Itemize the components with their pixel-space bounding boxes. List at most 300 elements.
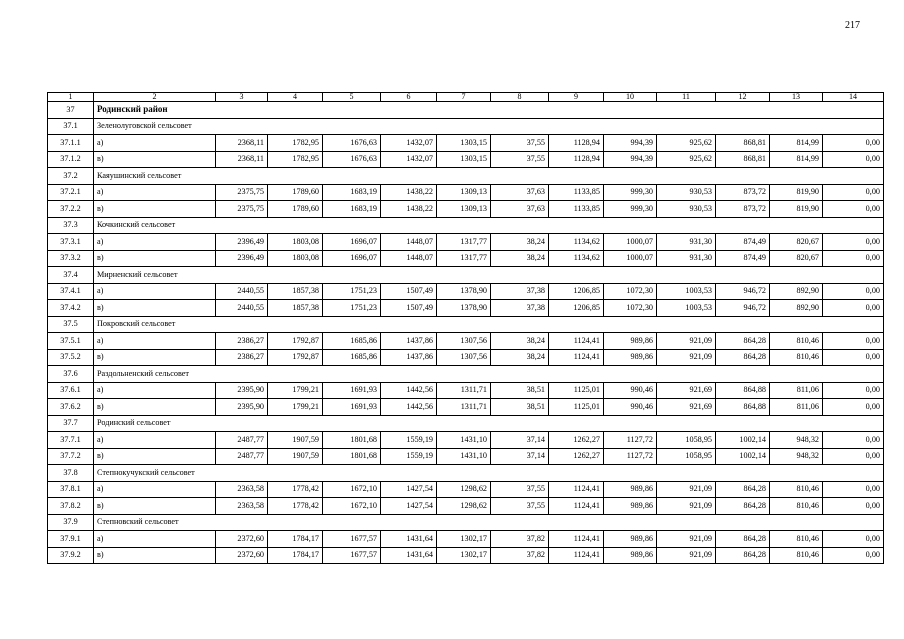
row-code: 37.3.1 xyxy=(48,234,94,251)
value-cell: 1124,41 xyxy=(549,481,604,498)
value-cell: 1309,13 xyxy=(437,184,491,201)
value-cell: 1685,86 xyxy=(323,349,381,366)
column-number-cell: 4 xyxy=(268,93,323,102)
value-cell: 2375,75 xyxy=(216,184,268,201)
value-cell: 925,62 xyxy=(657,135,716,152)
value-cell: 2440,55 xyxy=(216,283,268,300)
value-cell: 1907,59 xyxy=(268,448,323,465)
value-cell: 811,06 xyxy=(770,382,823,399)
value-cell: 1857,38 xyxy=(268,283,323,300)
table-row xyxy=(48,333,884,350)
row-code: 37.5.2 xyxy=(48,349,94,366)
value-cell: 1751,23 xyxy=(323,300,381,317)
row-label: а) xyxy=(94,135,216,152)
value-cell: 994,39 xyxy=(604,151,657,168)
value-cell: 921,09 xyxy=(657,349,716,366)
value-cell: 1317,77 xyxy=(437,234,491,251)
value-cell: 810,46 xyxy=(770,531,823,548)
value-cell: 994,39 xyxy=(604,135,657,152)
section-row xyxy=(48,316,884,333)
table-row xyxy=(48,481,884,498)
table-row xyxy=(48,234,884,251)
value-cell: 1683,19 xyxy=(323,201,381,218)
value-cell: 2363,58 xyxy=(216,498,268,515)
value-cell: 1448,07 xyxy=(381,234,437,251)
value-cell: 930,53 xyxy=(657,201,716,218)
value-cell: 874,49 xyxy=(716,234,770,251)
value-cell: 1778,42 xyxy=(268,498,323,515)
value-cell: 1317,77 xyxy=(437,250,491,267)
value-cell: 864,28 xyxy=(716,531,770,548)
value-cell: 1559,19 xyxy=(381,432,437,449)
value-cell: 1125,01 xyxy=(549,382,604,399)
row-code: 37.2.1 xyxy=(48,184,94,201)
value-cell: 37,82 xyxy=(491,547,549,564)
column-number-cell: 2 xyxy=(94,93,216,102)
value-cell: 1298,62 xyxy=(437,498,491,515)
value-cell: 1128,94 xyxy=(549,151,604,168)
section-name: Степнокучукский сельсовет xyxy=(94,465,884,482)
value-cell: 1307,56 xyxy=(437,349,491,366)
row-code: 37.4.2 xyxy=(48,300,94,317)
value-cell: 921,09 xyxy=(657,547,716,564)
value-cell: 820,67 xyxy=(770,250,823,267)
row-code: 37.7.1 xyxy=(48,432,94,449)
value-cell: 874,49 xyxy=(716,250,770,267)
value-cell: 1438,22 xyxy=(381,184,437,201)
value-cell: 37,55 xyxy=(491,151,549,168)
column-number-cell: 5 xyxy=(323,93,381,102)
row-code: 37.6.2 xyxy=(48,399,94,416)
value-cell: 1685,86 xyxy=(323,333,381,350)
value-cell: 1431,64 xyxy=(381,547,437,564)
table-row xyxy=(48,300,884,317)
value-cell: 1792,87 xyxy=(268,349,323,366)
value-cell: 1303,15 xyxy=(437,135,491,152)
value-cell: 37,63 xyxy=(491,184,549,201)
column-number-cell: 1 xyxy=(48,93,94,102)
row-label: а) xyxy=(94,333,216,350)
section-code: 37.6 xyxy=(48,366,94,383)
value-cell: 37,55 xyxy=(491,481,549,498)
column-number-cell: 6 xyxy=(381,93,437,102)
value-cell: 1000,07 xyxy=(604,250,657,267)
value-cell: 1128,94 xyxy=(549,135,604,152)
table-row xyxy=(48,250,884,267)
value-cell: 38,24 xyxy=(491,234,549,251)
value-cell: 1432,07 xyxy=(381,151,437,168)
value-cell: 1857,38 xyxy=(268,300,323,317)
section-row xyxy=(48,118,884,135)
column-number-cell: 9 xyxy=(549,93,604,102)
value-cell: 0,00 xyxy=(823,234,884,251)
value-cell: 810,46 xyxy=(770,349,823,366)
value-cell: 0,00 xyxy=(823,349,884,366)
value-cell: 2363,58 xyxy=(216,481,268,498)
value-cell: 921,09 xyxy=(657,498,716,515)
value-cell: 999,30 xyxy=(604,184,657,201)
value-cell: 873,72 xyxy=(716,184,770,201)
value-cell: 37,38 xyxy=(491,300,549,317)
value-cell: 0,00 xyxy=(823,448,884,465)
value-cell: 1907,59 xyxy=(268,432,323,449)
column-number-cell: 14 xyxy=(823,93,884,102)
section-row xyxy=(48,465,884,482)
value-cell: 1311,71 xyxy=(437,382,491,399)
row-code: 37.6.1 xyxy=(48,382,94,399)
value-cell: 1303,15 xyxy=(437,151,491,168)
value-cell: 1801,68 xyxy=(323,432,381,449)
section-code: 37.8 xyxy=(48,465,94,482)
value-cell: 1801,68 xyxy=(323,448,381,465)
value-cell: 1298,62 xyxy=(437,481,491,498)
value-cell: 1002,14 xyxy=(716,432,770,449)
row-label: в) xyxy=(94,399,216,416)
value-cell: 2368,11 xyxy=(216,151,268,168)
row-label: а) xyxy=(94,432,216,449)
value-cell: 0,00 xyxy=(823,498,884,515)
value-cell: 1803,08 xyxy=(268,250,323,267)
row-code: 37.1.2 xyxy=(48,151,94,168)
value-cell: 1789,60 xyxy=(268,184,323,201)
value-cell: 989,86 xyxy=(604,349,657,366)
column-number-cell: 13 xyxy=(770,93,823,102)
row-label: а) xyxy=(94,283,216,300)
row-code: 37.3.2 xyxy=(48,250,94,267)
district-code: 37 xyxy=(48,102,94,119)
value-cell: 921,09 xyxy=(657,531,716,548)
value-cell: 1442,56 xyxy=(381,399,437,416)
row-code: 37.5.1 xyxy=(48,333,94,350)
value-cell: 1672,10 xyxy=(323,481,381,498)
table-row xyxy=(48,184,884,201)
value-cell: 0,00 xyxy=(823,135,884,152)
table-row xyxy=(48,432,884,449)
value-cell: 2372,60 xyxy=(216,547,268,564)
value-cell: 810,46 xyxy=(770,547,823,564)
value-cell: 37,55 xyxy=(491,135,549,152)
value-cell: 1124,41 xyxy=(549,531,604,548)
row-label: в) xyxy=(94,201,216,218)
value-cell: 1672,10 xyxy=(323,498,381,515)
table-row xyxy=(48,547,884,564)
value-cell: 1072,30 xyxy=(604,283,657,300)
value-cell: 0,00 xyxy=(823,432,884,449)
value-cell: 1691,93 xyxy=(323,399,381,416)
value-cell: 1432,07 xyxy=(381,135,437,152)
value-cell: 864,28 xyxy=(716,349,770,366)
table-row xyxy=(48,448,884,465)
column-number-row xyxy=(48,93,884,102)
row-label: в) xyxy=(94,547,216,564)
value-cell: 1124,41 xyxy=(549,333,604,350)
section-code: 37.5 xyxy=(48,316,94,333)
value-cell: 999,30 xyxy=(604,201,657,218)
value-cell: 1124,41 xyxy=(549,547,604,564)
row-code: 37.4.1 xyxy=(48,283,94,300)
section-name: Раздольненский сельсовет xyxy=(94,366,884,383)
value-cell: 931,30 xyxy=(657,250,716,267)
section-code: 37.7 xyxy=(48,415,94,432)
section-name: Степновский сельсовет xyxy=(94,514,884,531)
value-cell: 0,00 xyxy=(823,184,884,201)
value-cell: 2375,75 xyxy=(216,201,268,218)
value-cell: 990,46 xyxy=(604,382,657,399)
value-cell: 1442,56 xyxy=(381,382,437,399)
value-cell: 1438,22 xyxy=(381,201,437,218)
value-cell: 1792,87 xyxy=(268,333,323,350)
row-label: а) xyxy=(94,184,216,201)
row-code: 37.1.1 xyxy=(48,135,94,152)
value-cell: 2487,77 xyxy=(216,432,268,449)
value-cell: 1676,63 xyxy=(323,151,381,168)
table-body xyxy=(48,93,884,564)
value-cell: 2386,27 xyxy=(216,349,268,366)
section-name: Родинский сельсовет xyxy=(94,415,884,432)
value-cell: 1437,86 xyxy=(381,349,437,366)
table-row xyxy=(48,498,884,515)
value-cell: 0,00 xyxy=(823,201,884,218)
section-code: 37.2 xyxy=(48,168,94,185)
value-cell: 864,88 xyxy=(716,399,770,416)
value-cell: 0,00 xyxy=(823,250,884,267)
value-cell: 1751,23 xyxy=(323,283,381,300)
value-cell: 989,86 xyxy=(604,547,657,564)
value-cell: 1133,85 xyxy=(549,184,604,201)
value-cell: 868,81 xyxy=(716,135,770,152)
value-cell: 2372,60 xyxy=(216,531,268,548)
section-row xyxy=(48,168,884,185)
section-code: 37.3 xyxy=(48,217,94,234)
column-number-cell: 3 xyxy=(216,93,268,102)
table-row xyxy=(48,382,884,399)
value-cell: 864,28 xyxy=(716,498,770,515)
value-cell: 948,32 xyxy=(770,432,823,449)
section-row xyxy=(48,514,884,531)
section-name: Покровский сельсовет xyxy=(94,316,884,333)
value-cell: 1003,53 xyxy=(657,283,716,300)
value-cell: 921,09 xyxy=(657,333,716,350)
value-cell: 810,46 xyxy=(770,498,823,515)
value-cell: 0,00 xyxy=(823,481,884,498)
value-cell: 1378,90 xyxy=(437,283,491,300)
value-cell: 1507,49 xyxy=(381,283,437,300)
row-code: 37.9.1 xyxy=(48,531,94,548)
row-label: в) xyxy=(94,250,216,267)
value-cell: 0,00 xyxy=(823,283,884,300)
value-cell: 989,86 xyxy=(604,481,657,498)
value-cell: 2396,49 xyxy=(216,250,268,267)
value-cell: 1677,57 xyxy=(323,531,381,548)
value-cell: 864,28 xyxy=(716,481,770,498)
value-cell: 1782,95 xyxy=(268,135,323,152)
value-cell: 37,55 xyxy=(491,498,549,515)
value-cell: 1378,90 xyxy=(437,300,491,317)
value-cell: 1206,85 xyxy=(549,300,604,317)
value-cell: 921,69 xyxy=(657,382,716,399)
row-label: в) xyxy=(94,498,216,515)
value-cell: 2396,49 xyxy=(216,234,268,251)
column-number-cell: 10 xyxy=(604,93,657,102)
value-cell: 1262,27 xyxy=(549,448,604,465)
value-cell: 1302,17 xyxy=(437,547,491,564)
value-cell: 2368,11 xyxy=(216,135,268,152)
value-cell: 1125,01 xyxy=(549,399,604,416)
value-cell: 0,00 xyxy=(823,382,884,399)
value-cell: 38,24 xyxy=(491,333,549,350)
table-row xyxy=(48,135,884,152)
table-row xyxy=(48,531,884,548)
value-cell: 0,00 xyxy=(823,333,884,350)
value-cell: 2386,27 xyxy=(216,333,268,350)
value-cell: 2395,90 xyxy=(216,382,268,399)
value-cell: 810,46 xyxy=(770,333,823,350)
value-cell: 37,38 xyxy=(491,283,549,300)
section-row xyxy=(48,366,884,383)
value-cell: 0,00 xyxy=(823,399,884,416)
value-cell: 2395,90 xyxy=(216,399,268,416)
value-cell: 948,32 xyxy=(770,448,823,465)
value-cell: 1134,62 xyxy=(549,234,604,251)
column-number-cell: 12 xyxy=(716,93,770,102)
value-cell: 921,69 xyxy=(657,399,716,416)
value-cell: 1431,10 xyxy=(437,432,491,449)
row-label: а) xyxy=(94,234,216,251)
row-label: а) xyxy=(94,481,216,498)
value-cell: 989,86 xyxy=(604,498,657,515)
value-cell: 1127,72 xyxy=(604,448,657,465)
page-number: 217 xyxy=(845,20,860,31)
table-row xyxy=(48,151,884,168)
column-number-cell: 11 xyxy=(657,93,716,102)
value-cell: 1677,57 xyxy=(323,547,381,564)
table-row xyxy=(48,399,884,416)
row-label: а) xyxy=(94,382,216,399)
value-cell: 1311,71 xyxy=(437,399,491,416)
value-cell: 1799,21 xyxy=(268,399,323,416)
value-cell: 1002,14 xyxy=(716,448,770,465)
row-code: 37.7.2 xyxy=(48,448,94,465)
value-cell: 820,67 xyxy=(770,234,823,251)
value-cell: 810,46 xyxy=(770,481,823,498)
value-cell: 1559,19 xyxy=(381,448,437,465)
value-cell: 1789,60 xyxy=(268,201,323,218)
table-row xyxy=(48,201,884,218)
value-cell: 819,90 xyxy=(770,184,823,201)
value-cell: 0,00 xyxy=(823,151,884,168)
value-cell: 921,09 xyxy=(657,481,716,498)
section-name: Кочкинский сельсовет xyxy=(94,217,884,234)
value-cell: 1431,10 xyxy=(437,448,491,465)
value-cell: 1206,85 xyxy=(549,283,604,300)
value-cell: 2487,77 xyxy=(216,448,268,465)
section-row xyxy=(48,267,884,284)
row-label: в) xyxy=(94,151,216,168)
value-cell: 1696,07 xyxy=(323,250,381,267)
value-cell: 37,63 xyxy=(491,201,549,218)
value-cell: 814,99 xyxy=(770,135,823,152)
table-row xyxy=(48,349,884,366)
value-cell: 1691,93 xyxy=(323,382,381,399)
section-code: 37.1 xyxy=(48,118,94,135)
value-cell: 1058,95 xyxy=(657,432,716,449)
row-code: 37.8.2 xyxy=(48,498,94,515)
value-cell: 819,90 xyxy=(770,201,823,218)
value-cell: 1000,07 xyxy=(604,234,657,251)
value-cell: 1676,63 xyxy=(323,135,381,152)
tariff-table xyxy=(47,92,884,564)
value-cell: 1309,13 xyxy=(437,201,491,218)
value-cell: 864,28 xyxy=(716,333,770,350)
value-cell: 1302,17 xyxy=(437,531,491,548)
value-cell: 1437,86 xyxy=(381,333,437,350)
column-number-cell: 8 xyxy=(491,93,549,102)
value-cell: 925,62 xyxy=(657,151,716,168)
value-cell: 990,46 xyxy=(604,399,657,416)
value-cell: 873,72 xyxy=(716,201,770,218)
value-cell: 1784,17 xyxy=(268,531,323,548)
value-cell: 814,99 xyxy=(770,151,823,168)
value-cell: 1448,07 xyxy=(381,250,437,267)
value-cell: 1782,95 xyxy=(268,151,323,168)
value-cell: 811,06 xyxy=(770,399,823,416)
value-cell: 1072,30 xyxy=(604,300,657,317)
value-cell: 1124,41 xyxy=(549,349,604,366)
section-row xyxy=(48,415,884,432)
value-cell: 1058,95 xyxy=(657,448,716,465)
section-row xyxy=(48,217,884,234)
section-name: Каяушинский сельсовет xyxy=(94,168,884,185)
value-cell: 38,24 xyxy=(491,349,549,366)
value-cell: 864,88 xyxy=(716,382,770,399)
value-cell: 1003,53 xyxy=(657,300,716,317)
value-cell: 1307,56 xyxy=(437,333,491,350)
value-cell: 1127,72 xyxy=(604,432,657,449)
value-cell: 37,14 xyxy=(491,448,549,465)
value-cell: 989,86 xyxy=(604,333,657,350)
district-name: Родинский район xyxy=(94,102,884,119)
value-cell: 1427,54 xyxy=(381,498,437,515)
value-cell: 1803,08 xyxy=(268,234,323,251)
value-cell: 1134,62 xyxy=(549,250,604,267)
value-cell: 1507,49 xyxy=(381,300,437,317)
value-cell: 989,86 xyxy=(604,531,657,548)
value-cell: 1799,21 xyxy=(268,382,323,399)
value-cell: 1427,54 xyxy=(381,481,437,498)
row-label: в) xyxy=(94,300,216,317)
value-cell: 1124,41 xyxy=(549,498,604,515)
value-cell: 1696,07 xyxy=(323,234,381,251)
section-code: 37.4 xyxy=(48,267,94,284)
value-cell: 931,30 xyxy=(657,234,716,251)
row-code: 37.8.1 xyxy=(48,481,94,498)
table-row xyxy=(48,283,884,300)
row-label: в) xyxy=(94,349,216,366)
value-cell: 1778,42 xyxy=(268,481,323,498)
row-label: в) xyxy=(94,448,216,465)
value-cell: 1262,27 xyxy=(549,432,604,449)
value-cell: 946,72 xyxy=(716,283,770,300)
section-code: 37.9 xyxy=(48,514,94,531)
value-cell: 1133,85 xyxy=(549,201,604,218)
value-cell: 892,90 xyxy=(770,283,823,300)
column-number-cell: 7 xyxy=(437,93,491,102)
value-cell: 0,00 xyxy=(823,300,884,317)
value-cell: 946,72 xyxy=(716,300,770,317)
row-code: 37.9.2 xyxy=(48,547,94,564)
value-cell: 0,00 xyxy=(823,531,884,548)
row-label: а) xyxy=(94,531,216,548)
